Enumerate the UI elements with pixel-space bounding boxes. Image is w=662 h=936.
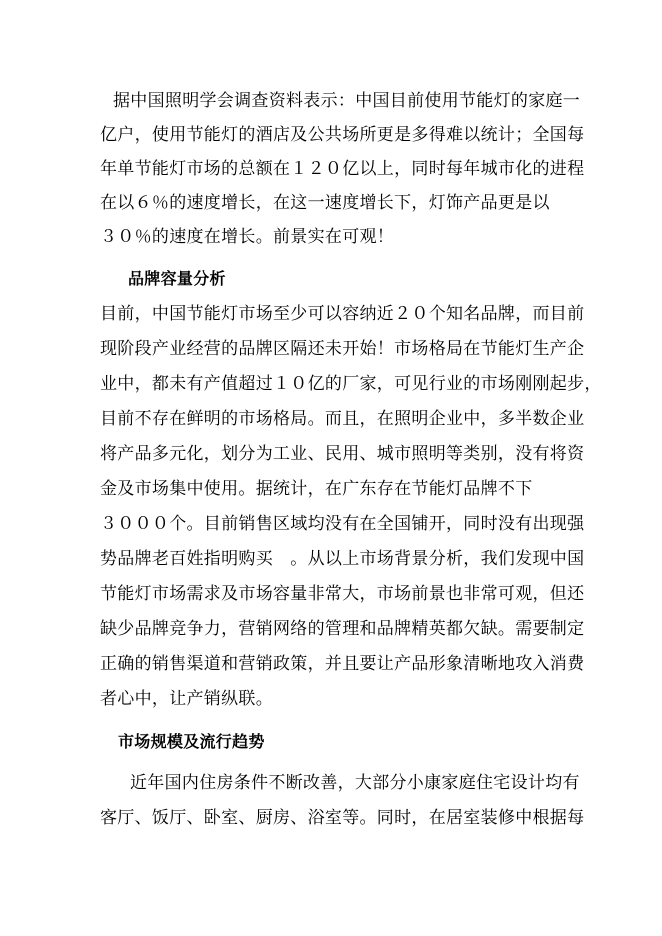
paragraph-2-line-10: 缺少品牌竞争力，营销网络的管理和品牌精英都欠缺。需要制定 xyxy=(100,619,585,639)
paragraph-2-line-11: 正确的销售渠道和营销政策，并且要让产品形象清晰地攻入消费 xyxy=(100,654,585,674)
heading-market-scale-trends: 市场规模及流行趋势 xyxy=(118,732,265,751)
paragraph-2-line-1: 目前，中国节能灯市场至少可以容纳近２０个知名品牌，而目前 xyxy=(100,304,585,324)
paragraph-2-line-3: 业中，都未有产值超过１０亿的厂家，可见行业的市场刚刚起步， xyxy=(100,374,602,394)
paragraph-1-line-3: 年单节能灯市场的总额在１２０亿以上，同时每年城市化的进程 xyxy=(100,159,585,179)
paragraph-2-line-7: ３０００个。目前销售区域均没有在全国铺开，同时没有出现强 xyxy=(100,514,585,534)
paragraph-2-line-6: 金及市场集中使用。据统计，在广东存在节能灯品牌不下 xyxy=(100,479,533,499)
paragraph-2-line-5: 将产品多元化，划分为工业、民用、城市照明等类别，没有将资 xyxy=(100,444,585,464)
paragraph-2-line-4: 目前不存在鲜明的市场格局。而且，在照明企业中，多半数企业 xyxy=(100,409,585,429)
heading-brand-capacity: 品牌容量分析 xyxy=(128,269,226,288)
paragraph-1-line-1: 据中国照明学会调查资料表示：中国目前使用节能灯的家庭一 xyxy=(113,91,581,111)
paragraph-1-line-2: 亿户，使用节能灯的酒店及公共场所更是多得难以统计；全国每 xyxy=(100,125,585,145)
paragraph-2-line-12: 者心中，让产销纵联。 xyxy=(100,689,273,709)
paragraph-2-line-8: 势品牌老百姓指明购买 。从以上市场背景分析，我们发现中国 xyxy=(100,549,585,569)
paragraph-2-line-9: 节能灯市场需求及市场容量非常大，市场前景也非常可观，但还 xyxy=(100,584,585,604)
paragraph-1-line-4: 在以６％的速度增长，在这一速度增长下，灯饰产品更是以 xyxy=(100,193,550,213)
paragraph-3-line-1: 近年国内住房条件不断改善，大部分小康家庭住宅设计均有 xyxy=(130,773,580,793)
paragraph-3-line-2: 客厅、饭厅、卧室、厨房、浴室等。同时，在居室装修中根据每 xyxy=(100,808,585,828)
paragraph-2-line-2: 现阶段产业经营的品牌区隔还未开始！市场格局在节能灯生产企 xyxy=(100,339,585,359)
paragraph-1-line-5: ３０％的速度在增长。前景实在可观！ xyxy=(100,227,395,247)
